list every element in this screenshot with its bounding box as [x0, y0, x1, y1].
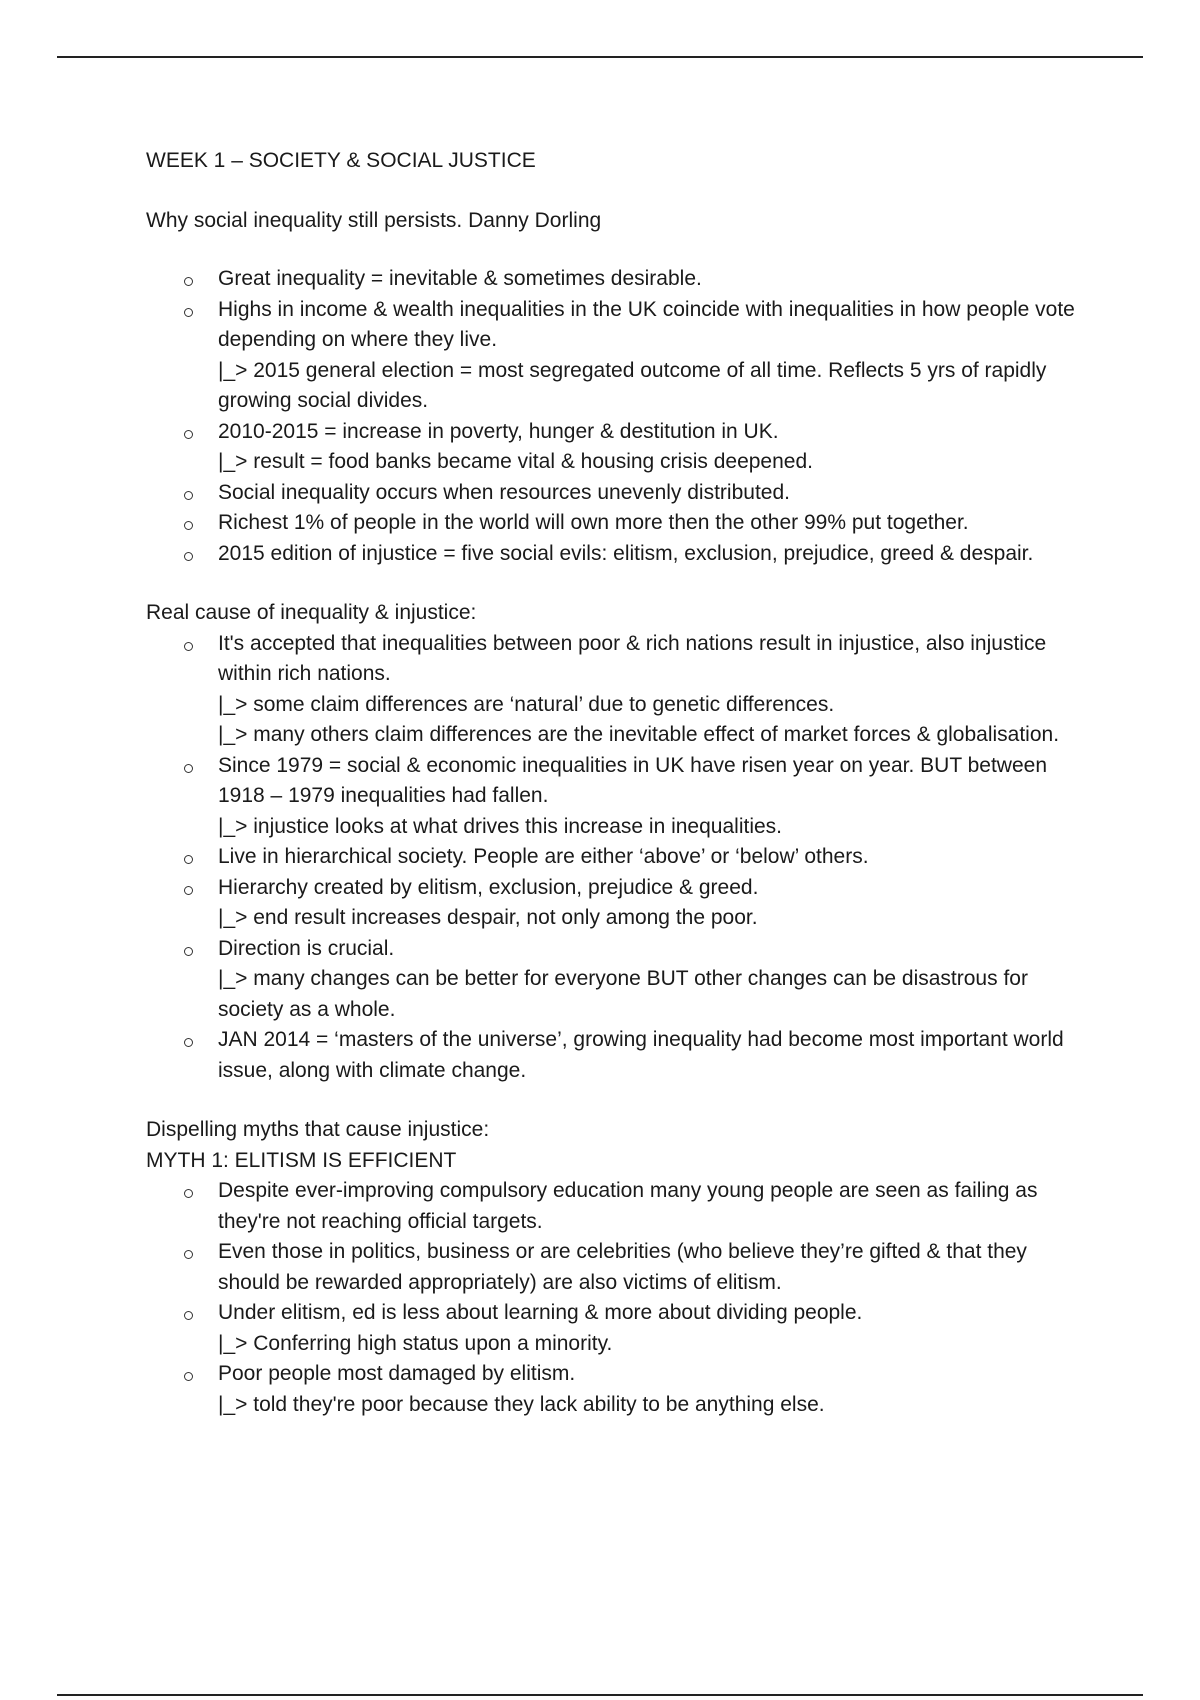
- list-item-text: Highs in income & wealth inequalities in the UK coincide with inequalities in how people vote depending on where they live.: [218, 297, 1075, 351]
- list-item-text: Under elitism, ed is less about learning & more about dividing people.: [218, 1301, 863, 1324]
- section2-heading: Real cause of inequality & injustice:: [146, 601, 477, 624]
- section3-subheading: MYTH 1: ELITISM IS EFFICIENT: [146, 1148, 457, 1172]
- list-item: [218, 842, 1076, 873]
- section3-heading: Dispelling myths that cause injustice:: [146, 1118, 490, 1141]
- circle-bullet-icon: [184, 642, 193, 651]
- section1-list: [146, 264, 1076, 569]
- list-item: [218, 1025, 1076, 1086]
- circle-bullet-icon: [184, 491, 193, 500]
- list-item-subline: |_> some claim differences are ‘natural’ due to genetic differences.: [218, 692, 835, 716]
- list-item-text: It's accepted that inequalities between poor & rich nations result in injustice, also injustice within rich nations.: [218, 631, 1047, 685]
- circle-bullet-icon: [184, 1189, 193, 1198]
- list-item-text: Great inequality = inevitable & sometimes desirable.: [218, 267, 702, 290]
- list-item-text: Live in hierarchical society. People are either ‘above’ or ‘below’ others.: [218, 845, 869, 868]
- list-item: [218, 539, 1076, 570]
- list-item-subline: |_> 2015 general election = most segregated outcome of all time. Reflects 5 yrs of rapidly growing social divides.: [218, 358, 1047, 412]
- list-item-subline: |_> end result increases despair, not only among the poor.: [218, 906, 758, 929]
- list-item: [218, 478, 1076, 509]
- list-item-text: Hierarchy created by elitism, exclusion, prejudice & greed.: [218, 875, 759, 899]
- circle-bullet-icon: [184, 947, 193, 956]
- list-item-subline: |_> many others claim differences are the inevitable effect of market forces & globalisation.: [218, 723, 1060, 746]
- document-body: [146, 146, 1076, 1420]
- list-item-text: 2010-2015 = increase in poverty, hunger & destitution in UK.: [218, 419, 779, 443]
- list-item: [218, 1237, 1076, 1298]
- list-item-text: Richest 1% of people in the world will own more then the other 99% put together.: [218, 511, 969, 534]
- section3-list: [146, 1176, 1076, 1420]
- list-item: [218, 508, 1076, 539]
- circle-bullet-icon: [184, 764, 193, 773]
- source-line: Why social inequality still persists. Danny Dorling: [146, 208, 602, 232]
- list-item: [218, 1359, 1076, 1420]
- list-item-text: JAN 2014 = ‘masters of the universe’, growing inequality had become most important world issue, along with climate change.: [218, 1028, 1064, 1082]
- list-item: [218, 629, 1076, 751]
- list-item: [218, 1298, 1076, 1359]
- list-item: [218, 934, 1076, 1026]
- list-item-text: Social inequality occurs when resources unevenly distributed.: [218, 480, 790, 504]
- list-item: [218, 295, 1076, 417]
- list-item-subline: |_> injustice looks at what drives this increase in inequalities.: [218, 814, 782, 838]
- list-item-text: Even those in politics, business or are celebrities (who believe they’re gifted & that they should be rewarded appropriately) are also victims of elitism.: [218, 1240, 1027, 1294]
- circle-bullet-icon: [184, 855, 193, 864]
- list-item: [218, 264, 1076, 295]
- list-item-text: 2015 edition of injustice = five social evils: elitism, exclusion, prejudice, greed & despair.: [218, 541, 1034, 565]
- list-item-subline: |_> many changes can be better for everyone BUT other changes can be disastrous for society as a whole.: [218, 967, 1028, 1021]
- circle-bullet-icon: [184, 521, 193, 530]
- circle-bullet-icon: [184, 552, 193, 561]
- section2-list: [146, 629, 1076, 1087]
- footer-rule: [57, 1694, 1143, 1696]
- circle-bullet-icon: [184, 1250, 193, 1259]
- list-item-text: Direction is crucial.: [218, 936, 395, 960]
- list-item-text: Poor people most damaged by elitism.: [218, 1362, 576, 1385]
- circle-bullet-icon: [184, 430, 193, 439]
- list-item-text: Despite ever-improving compulsory education many young people are seen as failing as they're not reaching official targets.: [218, 1179, 1038, 1233]
- header-rule: [57, 56, 1143, 58]
- document-title: WEEK 1 – SOCIETY & SOCIAL JUSTICE: [146, 149, 536, 172]
- list-item: [218, 751, 1076, 843]
- list-item-subline: |_> Conferring high status upon a minority.: [218, 1331, 613, 1355]
- list-item-text: Since 1979 = social & economic inequalities in UK have risen year on year. BUT between 1918 – 1979 inequalities had fallen.: [218, 753, 1047, 807]
- list-item-subline: |_> result = food banks became vital & housing crisis deepened.: [218, 450, 813, 473]
- list-item-subline: |_> told they're poor because they lack ability to be anything else.: [218, 1392, 825, 1416]
- circle-bullet-icon: [184, 886, 193, 895]
- circle-bullet-icon: [184, 277, 193, 286]
- list-item: [218, 417, 1076, 478]
- circle-bullet-icon: [184, 1038, 193, 1047]
- list-item: [218, 873, 1076, 934]
- circle-bullet-icon: [184, 1311, 193, 1320]
- list-item: [218, 1176, 1076, 1237]
- circle-bullet-icon: [184, 308, 193, 317]
- circle-bullet-icon: [184, 1372, 193, 1381]
